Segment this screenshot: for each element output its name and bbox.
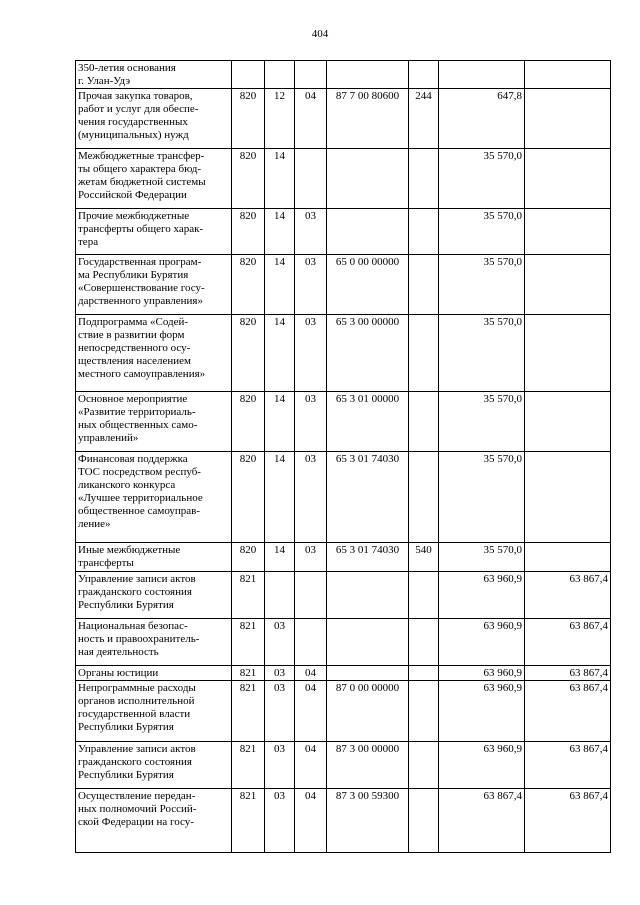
- cell-rz: 03: [265, 619, 295, 666]
- cell-ved: 821: [232, 572, 265, 619]
- table-row: [76, 742, 611, 789]
- cell-vr: [409, 619, 439, 666]
- cell-ved: 820: [232, 255, 265, 315]
- cell-csr: 87 0 00 00000: [327, 681, 409, 742]
- cell-pr: 04: [295, 789, 327, 853]
- cell-ved: 821: [232, 681, 265, 742]
- cell-pr: 04: [295, 89, 327, 149]
- cell-csr: 65 3 01 74030: [327, 452, 409, 543]
- table-row: [76, 666, 611, 681]
- cell-pr: 04: [295, 681, 327, 742]
- cell-csr: [327, 619, 409, 666]
- cell-csr: 65 3 01 74030: [327, 543, 409, 572]
- cell-csr: 65 0 00 00000: [327, 255, 409, 315]
- cell-rz: 14: [265, 209, 295, 255]
- cell-name: Межбюджетные трансфер- ты общего характера бюд- жетам бюджетной системы Российской Федерации: [76, 149, 232, 209]
- cell-sum2: 63 867,4: [525, 742, 611, 789]
- cell-sum1: 35 570,0: [439, 255, 525, 315]
- cell-sum1: 35 570,0: [439, 543, 525, 572]
- cell-vr: [409, 61, 439, 89]
- cell-sum1: 63 867,4: [439, 789, 525, 853]
- cell-vr: 540: [409, 543, 439, 572]
- cell-ved: 821: [232, 619, 265, 666]
- cell-vr: [409, 742, 439, 789]
- cell-sum2: [525, 255, 611, 315]
- cell-sum1: 63 960,9: [439, 572, 525, 619]
- cell-csr: 87 7 00 80600: [327, 89, 409, 149]
- cell-sum2: 63 867,4: [525, 666, 611, 681]
- cell-ved: 821: [232, 666, 265, 681]
- cell-name: Управление записи актов гражданского состояния Республики Бурятия: [76, 572, 232, 619]
- cell-name: Государственная програм- ма Республики Бурятия «Совершенствование госу- дарственного управления»: [76, 255, 232, 315]
- cell-rz: 14: [265, 149, 295, 209]
- cell-ved: 820: [232, 315, 265, 392]
- cell-pr: 04: [295, 742, 327, 789]
- cell-ved: 820: [232, 543, 265, 572]
- cell-csr: 87 3 00 59300: [327, 789, 409, 853]
- cell-sum1: 647,8: [439, 89, 525, 149]
- cell-vr: [409, 255, 439, 315]
- cell-ved: 821: [232, 742, 265, 789]
- cell-ved: [232, 61, 265, 89]
- table-row: [76, 255, 611, 315]
- cell-rz: 03: [265, 789, 295, 853]
- cell-sum2: 63 867,4: [525, 789, 611, 853]
- cell-name: Прочие межбюджетные трансферты общего харак- тера: [76, 209, 232, 255]
- cell-rz: 14: [265, 255, 295, 315]
- table-row: [76, 543, 611, 572]
- cell-ved: 820: [232, 392, 265, 452]
- cell-sum2: [525, 89, 611, 149]
- cell-sum2: 63 867,4: [525, 619, 611, 666]
- cell-sum2: 63 867,4: [525, 572, 611, 619]
- cell-ved: 820: [232, 209, 265, 255]
- cell-rz: [265, 61, 295, 89]
- table-row: [76, 61, 611, 89]
- cell-sum1: 35 570,0: [439, 315, 525, 392]
- cell-sum2: [525, 452, 611, 543]
- cell-rz: 14: [265, 452, 295, 543]
- cell-vr: 244: [409, 89, 439, 149]
- cell-ved: 820: [232, 149, 265, 209]
- cell-name: Прочая закупка товаров, работ и услуг для обеспе- чения государственных (муниципальных) нужд: [76, 89, 232, 149]
- cell-name: Подпрограмма «Содей- ствие в развитии форм непосредственного осу- ществления населением местного самоуправления»: [76, 315, 232, 392]
- cell-sum1: 63 960,9: [439, 742, 525, 789]
- cell-sum2: 63 867,4: [525, 681, 611, 742]
- cell-csr: 65 3 01 00000: [327, 392, 409, 452]
- cell-name: Финансовая поддержка ТОС посредством респуб- ликанского конкурса «Лучшее территориальное общественное самоуправ- ление»: [76, 452, 232, 543]
- cell-sum1: 35 570,0: [439, 392, 525, 452]
- page-number: 404: [311, 28, 329, 40]
- cell-name: Основное мероприятие «Развитие территориаль- ных общественных само- управлений»: [76, 392, 232, 452]
- cell-sum2: [525, 61, 611, 89]
- cell-vr: [409, 789, 439, 853]
- cell-csr: 87 3 00 00000: [327, 742, 409, 789]
- cell-sum2: [525, 392, 611, 452]
- table-row: [76, 619, 611, 666]
- cell-rz: [265, 572, 295, 619]
- cell-vr: [409, 681, 439, 742]
- cell-rz: 14: [265, 543, 295, 572]
- table-row: [76, 315, 611, 392]
- cell-name: Иные межбюджетные трансферты: [76, 543, 232, 572]
- cell-name: Непрограммные расходы органов исполнительной государственной власти Республики Бурятия: [76, 681, 232, 742]
- table-row: [76, 209, 611, 255]
- cell-ved: 820: [232, 452, 265, 543]
- cell-name: Управление записи актов гражданского состояния Республики Бурятия: [76, 742, 232, 789]
- table-row: [76, 452, 611, 543]
- cell-vr: [409, 315, 439, 392]
- cell-pr: 03: [295, 255, 327, 315]
- cell-name: Осуществление передан- ных полномочий Россий- ской Федерации на госу-: [76, 789, 232, 853]
- cell-csr: [327, 572, 409, 619]
- cell-pr: 03: [295, 209, 327, 255]
- cell-vr: [409, 452, 439, 543]
- cell-rz: 03: [265, 666, 295, 681]
- cell-csr: [327, 209, 409, 255]
- cell-pr: 03: [295, 315, 327, 392]
- cell-vr: [409, 666, 439, 681]
- cell-sum1: 35 570,0: [439, 149, 525, 209]
- cell-pr: 03: [295, 452, 327, 543]
- cell-ved: 821: [232, 789, 265, 853]
- cell-pr: [295, 61, 327, 89]
- cell-vr: [409, 392, 439, 452]
- cell-vr: [409, 149, 439, 209]
- cell-pr: 03: [295, 392, 327, 452]
- cell-ved: 820: [232, 89, 265, 149]
- table-row: [76, 789, 611, 853]
- cell-sum1: 63 960,9: [439, 619, 525, 666]
- cell-sum1: 63 960,9: [439, 666, 525, 681]
- table-row: [76, 149, 611, 209]
- cell-pr: 03: [295, 543, 327, 572]
- cell-pr: 04: [295, 666, 327, 681]
- cell-csr: 65 3 00 00000: [327, 315, 409, 392]
- table-row: [76, 392, 611, 452]
- cell-sum1: [439, 61, 525, 89]
- cell-rz: 03: [265, 681, 295, 742]
- cell-sum2: [525, 315, 611, 392]
- cell-sum2: [525, 543, 611, 572]
- cell-sum1: 63 960,9: [439, 681, 525, 742]
- cell-csr: [327, 149, 409, 209]
- cell-rz: 03: [265, 742, 295, 789]
- budget-table: [75, 60, 611, 853]
- table-row: [76, 572, 611, 619]
- cell-csr: [327, 666, 409, 681]
- cell-sum1: 35 570,0: [439, 452, 525, 543]
- cell-sum1: 35 570,0: [439, 209, 525, 255]
- table-row: [76, 89, 611, 149]
- cell-pr: [295, 149, 327, 209]
- cell-csr: [327, 61, 409, 89]
- cell-rz: 14: [265, 392, 295, 452]
- cell-vr: [409, 209, 439, 255]
- cell-pr: [295, 572, 327, 619]
- cell-pr: [295, 619, 327, 666]
- cell-vr: [409, 572, 439, 619]
- cell-rz: 12: [265, 89, 295, 149]
- cell-rz: 14: [265, 315, 295, 392]
- cell-sum2: [525, 149, 611, 209]
- cell-name: 350-летия основания г. Улан-Удэ: [76, 61, 232, 89]
- cell-name: Органы юстиции: [76, 666, 232, 681]
- cell-name: Национальная безопас- ность и правоохранитель- ная деятельность: [76, 619, 232, 666]
- table-row: [76, 681, 611, 742]
- cell-sum2: [525, 209, 611, 255]
